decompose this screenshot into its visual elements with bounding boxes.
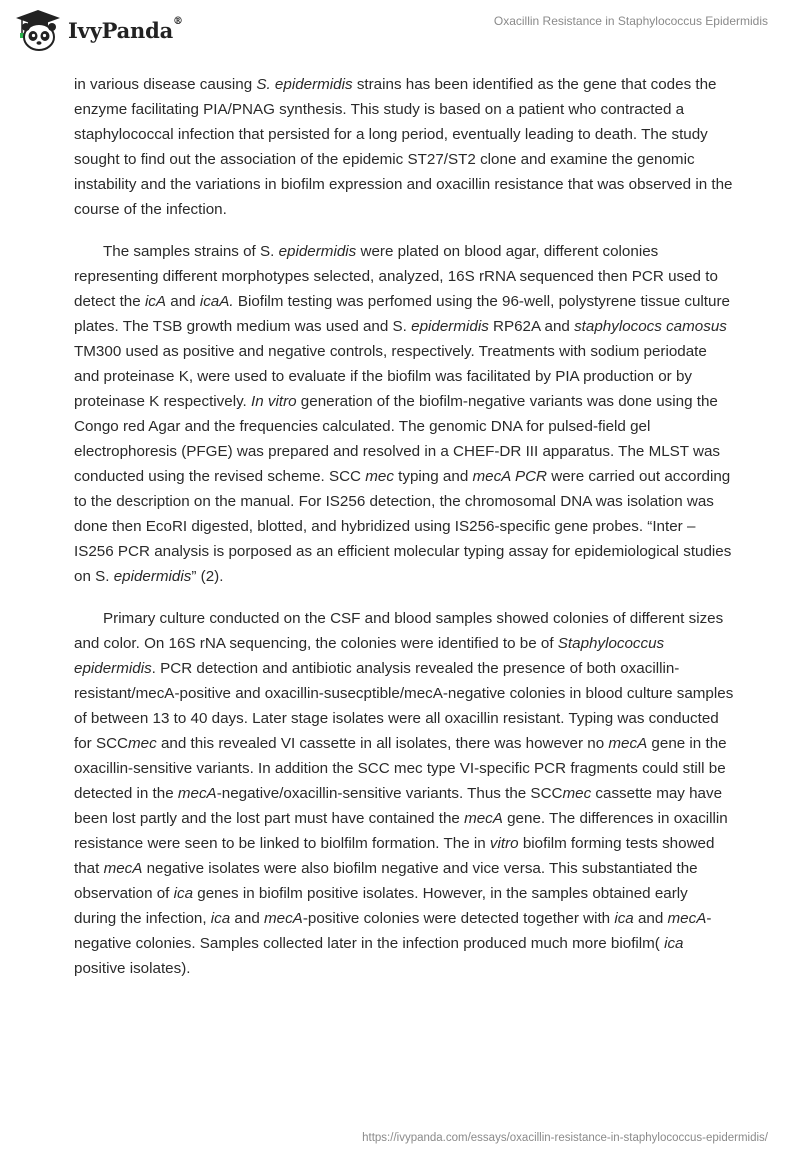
italic-term: epidermidis (278, 243, 357, 260)
italic-term: mecA (103, 860, 143, 877)
italic-term: mec (562, 785, 592, 802)
italic-term: mec (365, 468, 394, 485)
panda-graduate-icon (14, 8, 62, 52)
brand-logo[interactable] (14, 8, 183, 52)
italic-term: mecA PCR (472, 468, 548, 485)
italic-term: Staphylococcus epidermidis (74, 635, 665, 677)
essay-body (74, 72, 734, 998)
italic-term: vitro (489, 835, 519, 852)
page-header (0, 0, 800, 60)
italic-term: ica (614, 910, 634, 927)
italic-term: staphylococs camosus (574, 318, 727, 335)
brand-name-text: IvyPanda (68, 17, 174, 43)
italic-term: mecA (608, 735, 648, 752)
source-url[interactable]: https://ivypanda.com/essays/oxacillin-resistance-in-staphylococcus-epidermidis/ (362, 1132, 768, 1144)
italic-term: ica (173, 885, 194, 902)
paragraph-2: The samples strains of S. epidermidis were plated on blood agar, different colonies representing different morphotypes selected, analyzed, 16S rRNA sequenced then PCR used to detect the icA and icaA. Biofilm testing was perfomed using the 96-well, polystyrene tissue culture plates. The TSB growth medium was used and S. epidermidis RP62A and staphylococs camosus TM300 used as positive and negative controls, respectively. Treatments with sodium periodate and proteinase K, were used to evaluate if the biofilm was facilitated by PIA production or by proteinase K respectively. In vitro generation of the biofilm-negative variants was done using the Congo red Agar and the frequencies calculated. The genomic DNA for pulsed-field gel electrophoresis (PFGE) was prepared and resolved in a CHEF-DR III apparatus. The MLST was conducted using the revised scheme. SCC mec typing and mecA PCR were carried out according to the description on the manual. For IS256 detection, the chromosomal DNA was isolation was done then EcoRI digested, blotted, and hybridized using IS256-specific gene probes. “Inter –IS256 PCR analysis is porposed as an efficient molecular typing assay for epidemiological studies on S. epidermidis” (2). (74, 243, 732, 585)
italic-term: icA (144, 293, 167, 310)
italic-term: mecA (667, 910, 707, 927)
paragraph-1: in various disease causing S. epidermidis strains has been identified as the gene that codes the enzyme facilitating PIA/PNAG synthesis. This study is based on a patient who contracted a staphylococcal infection that persisted for a long period, eventually leading to death. The study sought to find out the association of the epidemic ST27/ST2 clone and examine the genomic instability and the variations in biofilm expression and oxacillin resistance that was observed in the course of the infection. (74, 76, 733, 218)
italic-term: S. epidermidis (256, 76, 353, 93)
paragraph-3: Primary culture conducted on the CSF and blood samples showed colonies of different sizes and color. On 16S rNA sequencing, the colonies were identified to be of Staphylococcus epidermidis. PCR detection and antibiotic analysis revealed the presence of both oxacillin-resistant/mecA-positive and oxacillin-susecptible/mecA-negative colonies in blood culture samples of between 13 to 40 days. Later stage isolates were all oxacillin resistant. Typing was conducted for SCCmec and this revealed VI cassette in all isolates, there was however no mecA gene in the oxacillin-sensitive variants. In addition the SCC mec type VI-specific PCR fragments could still be detected in the mecA-negative/oxacillin-sensitive variants. Thus the SCCmec cassette may have been lost partly and the lost part must have contained the mecA gene. The differences in oxacillin resistance were seen to be linked to biolfilm formation. The in vitro biofilm forming tests showed that mecA negative isolates were also biofilm negative and vice versa. This substantiated the observation of ica genes in biofilm positive isolates. However, in the samples obtained early during the infection, ica and mecA-positive colonies were detected together with ica and mecA-negative colonies. Samples collected later in the infection produced much more biofilm( ica positive isolates). (74, 610, 734, 977)
italic-term: mec (128, 735, 157, 752)
italic-term: mecA (177, 785, 217, 802)
document-title: Oxacillin Resistance in Staphylococcus Epidermidis (493, 14, 768, 28)
italic-term: mecA (464, 810, 503, 827)
registered-mark: ® (173, 15, 183, 27)
italic-term: ica (210, 910, 231, 927)
italic-term: In vitro (251, 393, 297, 410)
italic-term: epidermidis (113, 568, 192, 585)
italic-term: epidermidis (411, 318, 489, 335)
italic-term: icaA. (199, 293, 234, 310)
italic-term: mecA (263, 910, 303, 927)
brand-name (68, 15, 183, 43)
italic-term: ica (664, 935, 684, 952)
